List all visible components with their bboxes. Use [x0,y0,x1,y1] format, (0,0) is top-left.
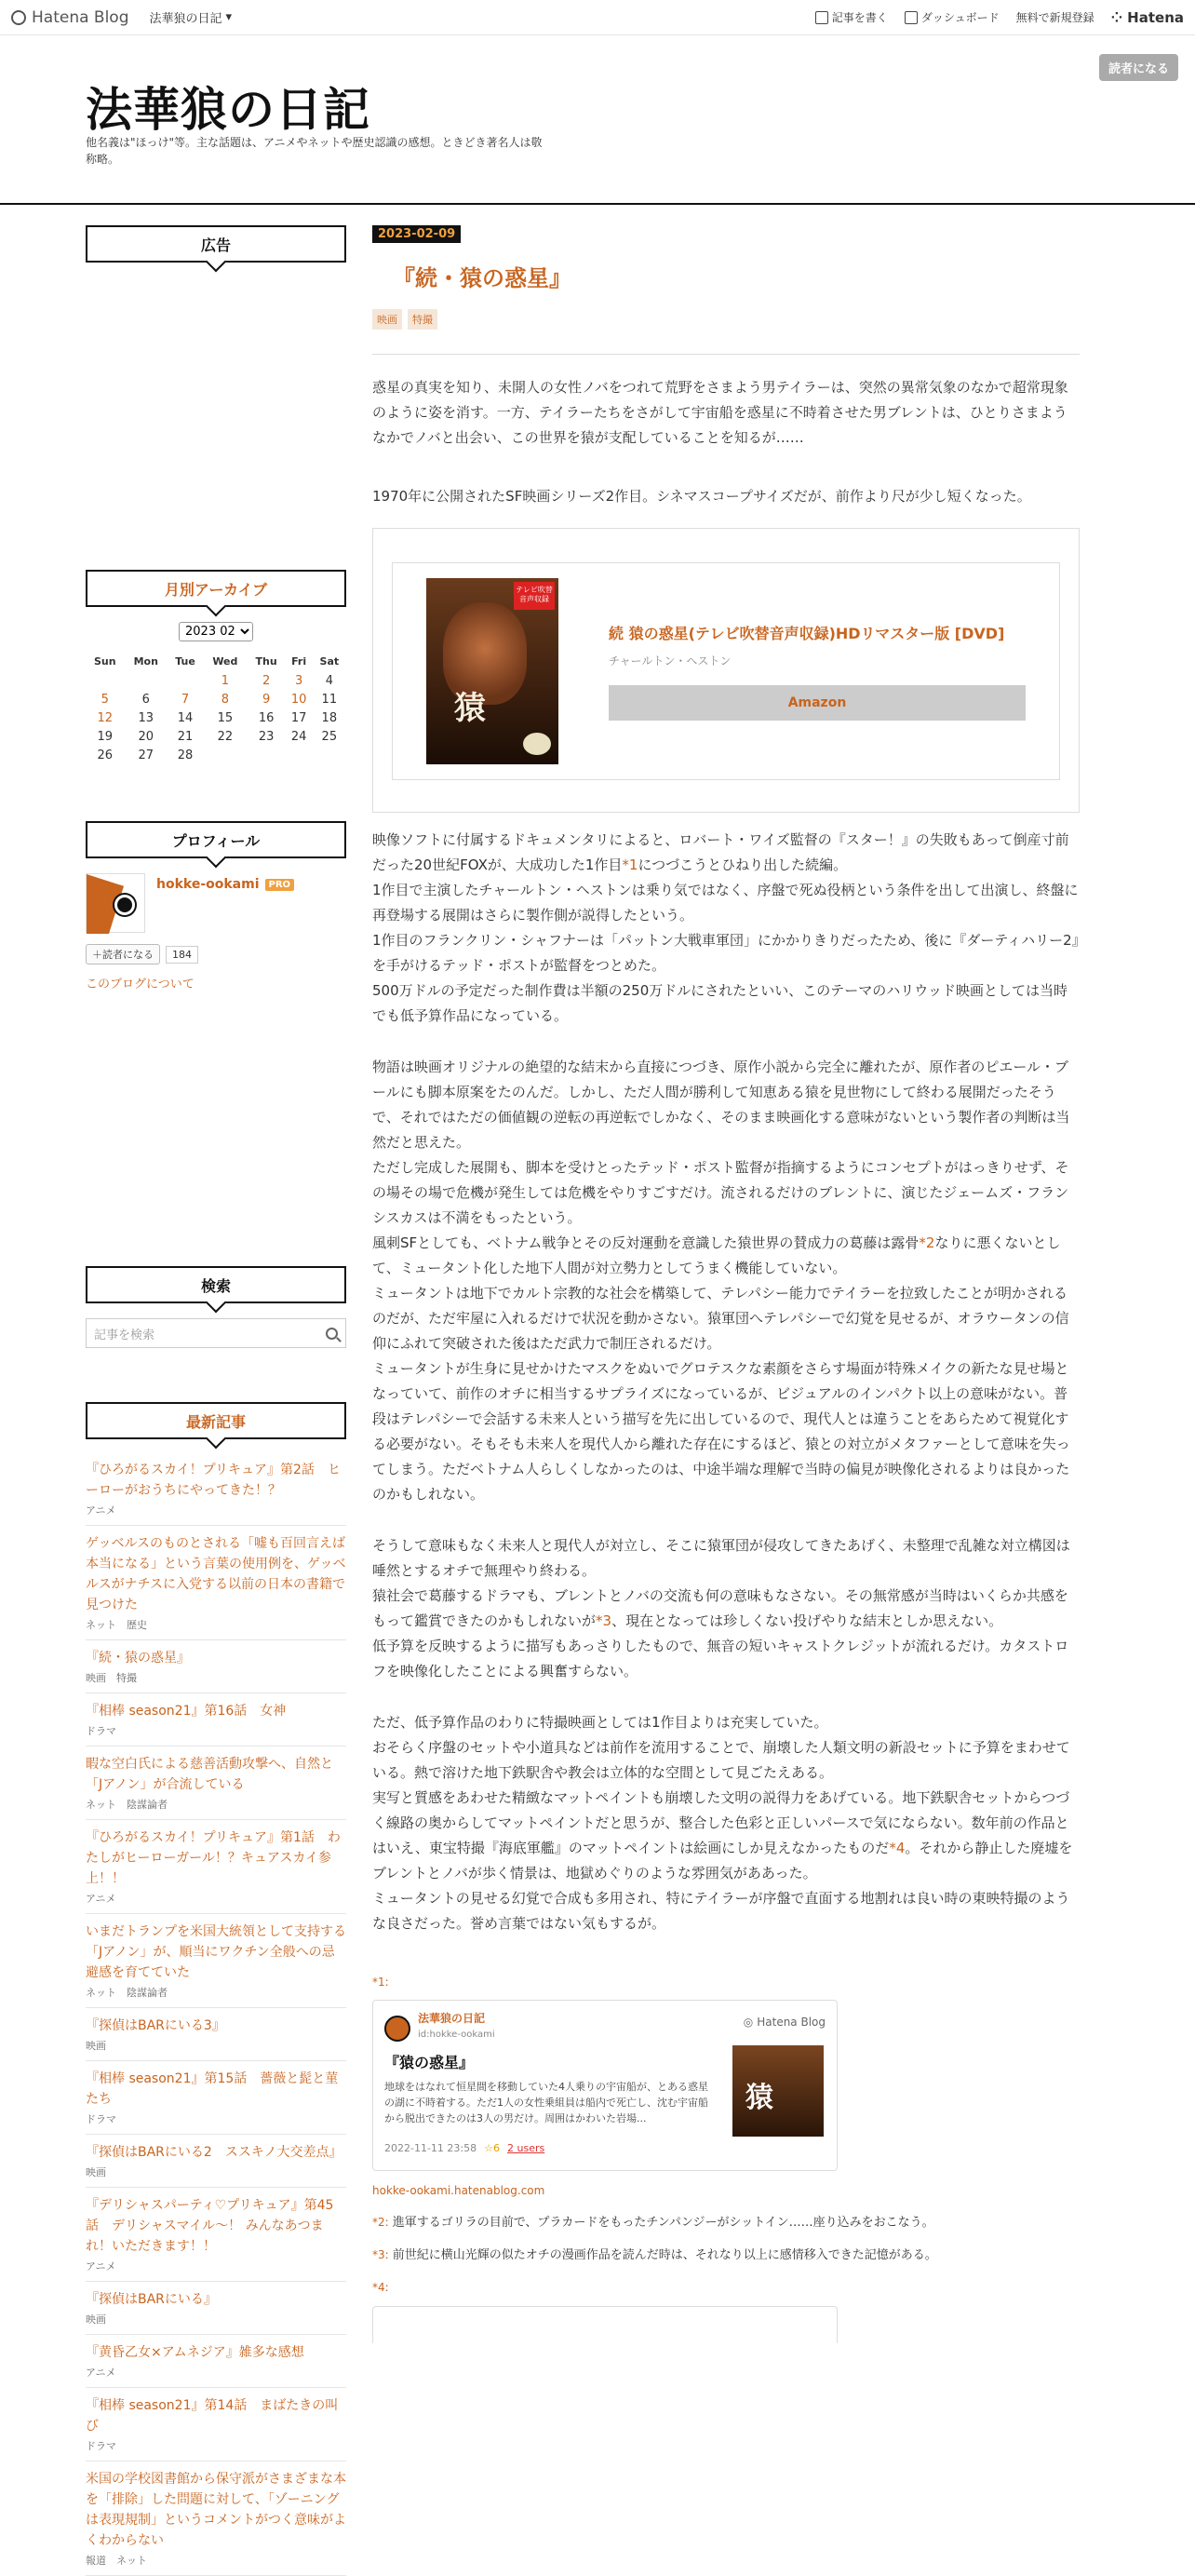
amazon-button[interactable]: Amazon [609,685,1026,721]
blog-card-blog-name[interactable]: 法華狼の日記 [418,2012,486,2025]
paragraph-text: につづこうとひねり出した続編。 [638,856,848,873]
subscriber-count: 184 [166,946,198,964]
calendar-day: 11 [321,692,338,707]
entry-categories [372,309,1080,330]
dvd-cover-title: 猿 [454,690,488,727]
recent-entry-categories[interactable]: アニメ [86,2367,116,2379]
profile-body [86,873,346,933]
recent-entry-link[interactable]: 『デリシャスパーティ♡プリキュア』第45話 デリシャスマイル～！ みんなあつまれ！いただきます！！ [86,2198,334,2254]
blog-selector-label: 法華狼の日記 [149,12,222,26]
paragraph-line [372,1155,1080,1231]
archive-calendar [86,651,346,764]
footnote-2-text: 進軍するゴリラの目前で、プラカードをもったチンパンジーがシットイン……座り込みをおこなう。 [392,2216,934,2230]
entry-synopsis: 惑星の真実を知り、未開人の女性ノバをつれて荒野をさまよう男テイラーは、突然の異常気象のなかで超常現象のように姿を消す。一方、テイラーたちをさがして宇宙船を惑星に不時着させた男ブレントは、ひとりさまようなかでノバと出会い、この世界を猿が支配していることを知るが…… [372,379,1068,446]
paragraph-text: ただし完成した展開も、脚本を受けとったテッド・ポスト監督が指摘するようにコンセプトがはっきりせず、その場その場で危機が発生しては危機をやりすごすだけ。流されるだけのブレントに、演じたジェームズ・フランシスカスは不満をもったという。 [372,1159,1069,1226]
calendar-day: 20 [138,729,154,744]
footnotes [372,1972,1080,2343]
calendar-day [125,671,168,690]
recent-entry-categories[interactable]: アニメ [86,1504,116,1517]
archive-module [86,570,346,764]
recent-entry-categories[interactable]: アニメ [86,2260,116,2273]
paragraph-text: 実写と質感をあわせた精緻なマットペイントも崩壊した文明の説得力をあげている。地下鉄駅舎セットからつづく線路の奥からしてマットペイントだと思うが、整合した色彩と正しいパースで気にならない。数年前の作品とはいえ、東宝特撮『海底軍艦』のマットペイントは絵画にしか見えなかったものだ [372,1789,1070,1856]
entry-paragraph-background [372,828,1080,1029]
paragraph-line [372,1533,1080,1584]
hatena-topbar [0,0,1195,35]
paragraph-text: 低予算を反映するように描写もあっさりしたもので、無音の短いキャストクレジットが流れるだけ。カタストロフを映像化したことによる興奮すらない。 [372,1638,1069,1679]
blog-card-embed[interactable] [372,2000,838,2171]
footnote-4-label[interactable]: *4: [372,2281,389,2294]
blog-card-title[interactable]: 『猿の惑星』 [384,2054,475,2071]
footnote-3-label[interactable]: *3: [372,2248,389,2261]
search-module-title: 検索 [86,1266,346,1303]
paragraph-text: 1作目で主演したチャールトン・ヘストンは乗り気ではなく、序盤で死ぬ役柄という条件を出して出演し、終盤に再登場する展開はさらに製作側が説得したという。 [372,882,1079,924]
paragraph-text: 風刺SFとしても、ベトナム戦争とその反対運動を意識した猿世界の賛成力の葛藤は露骨 [372,1234,920,1251]
footnote-ref[interactable]: *1 [622,856,638,873]
footnote-2 [372,2212,1080,2233]
paragraph-line [372,928,1080,978]
recent-entry-link[interactable]: 『ひろがるスカイ！プリキュア』第2話 ヒーローがおうちにやってきた！？ [86,1463,341,1498]
footnote-1-label[interactable]: *1: [372,1976,389,1989]
plus-icon: ＋ [92,949,102,961]
calendar-day [86,671,125,690]
category-movie[interactable]: 映画 [372,309,402,330]
paragraph-text: 、現在となっては珍しくない投げやりな結末としか思えない。 [611,1612,1003,1629]
calendar-day: 14 [177,710,194,725]
list-item [86,2388,346,2461]
recent-entry-categories[interactable]: 映画 [86,2313,106,2326]
blog-card-thumbnail[interactable] [732,2045,824,2137]
calendar-day: 13 [138,710,154,725]
calendar-weekday: Fri [291,654,307,668]
profile-module [86,821,346,991]
search-icon[interactable] [326,1328,338,1340]
dvd-cover-badge: テレビ吹替音声収録 [514,582,555,610]
calendar-day [313,746,346,764]
topbar-actions [815,9,1184,26]
divider [372,354,1080,355]
list-item [86,2188,346,2282]
footnote-ref[interactable]: *3 [596,1612,612,1629]
amazon-info [609,622,1026,721]
entry-intro: 1970年に公開されたSF映画シリーズ2作目。シネマスコープサイズだが、前作より尺が少し短くなった。 [372,488,1031,505]
calendar-day: 17 [290,710,307,725]
profile-subscribe-button[interactable] [86,944,160,964]
footnote-ref[interactable]: *4 [889,1840,906,1856]
recent-entry-categories[interactable]: 映画 特撮 [86,1672,137,1684]
recent-entry-link[interactable]: 『相棒 season21』第15話 薔薇と髭と菫たち [86,2071,339,2107]
footnote-2-label[interactable]: *2: [372,2216,389,2229]
footnote-3 [372,2245,1080,2266]
paragraph-line [372,1786,1080,1886]
paragraph-line [372,1710,1080,1735]
search-input[interactable] [86,1318,346,1348]
recent-entry-link[interactable]: 『探偵はBARにいる2 ススキノ大交差点』 [86,2145,342,2160]
write-entry-label: 記事を書く [831,11,888,24]
calendar-day[interactable]: 8 [221,692,229,707]
calendar-day: 25 [321,729,338,744]
paragraph-line [372,1634,1080,1684]
calendar-weekday: Tue [175,654,195,668]
recent-entry-categories[interactable]: ネット 陰謀論者 [86,1799,168,1811]
profile-name-row [156,877,294,892]
category-tokusatsu[interactable]: 特撮 [408,309,437,330]
paragraph-text: 1作目のフランクリン・シャフナーは「パットン大戦車軍団」にかかりきりだったため、後に『ダーティハリー2』を手がけるテッド・ポストが監督をつとめた。 [372,932,1080,974]
signup-link[interactable]: 無料で新規登録 [1015,11,1094,24]
recent-entry-categories[interactable]: ネット 歴史 [86,1619,147,1631]
calendar-day: 21 [177,729,194,744]
blog-card-embed-2[interactable] [372,2306,838,2343]
calendar-day[interactable]: 10 [290,692,307,707]
list-item [86,1914,346,2008]
calendar-weekday: Thu [255,654,277,668]
profile-name[interactable]: hokke-ookami [156,877,260,892]
paragraph-text: そうして意味もなく未来人と現代人が対立し、そこに猿軍団が侵攻してきたあげく、未整理で乱雑な対立構図は唾然とするオチで無理やり終わる。 [372,1537,1070,1579]
calendar-day [168,671,203,690]
hatena-blog-icon: ◎ [743,2016,754,2029]
calendar-weekday: Sun [93,654,116,668]
entry-paragraph-ending [372,1533,1080,1684]
hatena-dots-icon: ⁘ [1110,8,1123,26]
hatena-menu[interactable] [1111,9,1184,26]
list-item [86,1693,346,1747]
paragraph-line [372,878,1080,928]
profile-module-title: プロフィール [86,821,346,858]
calendar-day [203,746,248,764]
paragraph-text: 映像ソフトに付属するドキュメンタリによると、ロバート・ワイズ監督の『スター！』の失敗もあって倒産寸前だった20世紀FOXが、大成功した1作目 [372,831,1069,873]
blog-description: 他名義は"ほっけ"等。主な話題は、アニメやネットや歴史認識の感想。ときどき著名人は敬称略。 [86,136,543,166]
entry-paragraph-effects [372,1710,1080,1936]
calendar-day: 27 [138,748,154,762]
amazon-card [392,562,1060,780]
search-module [86,1266,346,1348]
recent-entry-link[interactable]: 『相棒 season21』第14話 まばたきの叫び [86,2398,339,2434]
list-item [86,2335,346,2388]
calendar-day: 6 [141,692,150,707]
calendar-weekday: Wed [212,654,238,668]
amazon-product-title[interactable]: 続 猿の惑星(テレビ吹替音声収録)HDリマスター版 [DVD] [609,625,1005,642]
calendar-day: 22 [217,729,234,744]
paragraph-text: ミュータントが生身に見せかけたマスクをぬいでグロテスクな素顔をさらす場面が特殊メイクの新たな見せ場となっていて、前作のオチに相当するサプライズになっているが、ビジュアルのインパクト以上の意味がない。普段はテレパシーで会話する未来人という描写を先に出しているので、現代人とは違うことをあらためて視覚化する必要がない。そもそも未来人を現代人から離れた存在にするほど、猿との対立がメタファーとして意味を失ってしまう。ただベトナム人らしくしなかったのは、中途半端な理解で当時の偏見が映像化されるよりは良かったのかもしれない。 [372,1360,1070,1503]
calendar-day[interactable]: 7 [181,692,190,707]
blog-card-timestamp: 2022-11-11 23:58 [384,2142,477,2154]
profile-subscribe-label: 読者になる [102,949,154,961]
paragraph-line [372,1055,1080,1155]
paragraph-text: ミュータントは地下でカルト宗教的な社会を構築して、テレパシー能力でテイラーを拉致したことが明かされるのだが、ただ牢屋に入れるだけで状況を動かさない。猿軍団へテレパシーで幻覚を見せるが、オラウータンの信仰にふれて突破された後はただ武力で制圧されるだけ。 [372,1285,1069,1352]
recent-entry-categories[interactable]: ドラマ [86,2440,116,2452]
blog-card-footer [384,2138,544,2159]
recent-entry-link[interactable]: 米国の学校図書館から保守派がさまざまな本を「排除」した問題に対して、「ゾーニングは表現規制」というコメントがつく意味がよくわからない [86,2472,346,2548]
ad-module-title: 広告 [86,225,346,263]
entry-paragraph-story [372,1055,1080,1507]
recent-entry-link[interactable]: 『続・猿の惑星』 [86,1651,190,1666]
calendar-day: 4 [325,673,333,688]
recent-entries-module [86,1402,346,2576]
paragraph-text: 物語は映画オリジナルの絶望的な結末から直接につづき、原作小説から完全に離れたが、原作者のピエール・ブールにも脚本原案をたのんだ。しかし、ただ人間が勝利して知恵ある猿を見世物にして終わる展開だったそうで、それではただの価値観の逆転の再逆転でしかなく、そのまま映画化する意味がないという製作者の判断は当然だと思えた。 [372,1059,1070,1151]
calendar-weekday: Mon [133,654,158,668]
list-item [86,2282,346,2335]
paragraph-line [372,1231,1080,1281]
blog-card-avatar [384,2016,410,2042]
paragraph-line [372,1584,1080,1634]
dvd-cover-image[interactable] [426,578,558,764]
search-placeholder: 記事を検索 [94,1328,155,1342]
calendar-day[interactable]: 3 [294,673,303,688]
list-item [86,1452,346,1526]
blog-selector[interactable] [150,8,233,26]
recent-entry-link[interactable]: 『探偵はBARにいる3』 [86,2018,225,2033]
recent-entries-title: 最新記事 [86,1402,346,1439]
about-blog-link[interactable]: このブログについて [86,978,195,991]
list-item [86,1526,346,1640]
recent-entry-link[interactable]: いまだトランプを米国大統領として支持する「Jアノン」が、順当にワクチン全般への忌避感を育てていた [86,1924,346,1980]
paragraph-line [372,1886,1080,1936]
blog-card-service [744,2012,826,2032]
list-item [86,2061,346,2135]
recent-entry-link[interactable]: 『探偵はBARにいる』 [86,2292,217,2307]
recent-entry-link[interactable]: 『黄昏乙女×アムネジア』雑多な感想 [86,2345,304,2360]
paragraph-text: 。それから静止した廃墟をブレントとノバが歩く情景は、地獄めぐりのような雰囲気がああった。 [372,1840,1073,1881]
chevron-down-icon: ▾ [225,10,233,24]
paragraph-line [372,978,1080,1029]
paragraph-text: おそらく序盤のセットや小道具などは前作を流用することで、崩壊した人類文明の新設セットに予算をまわせている。熱で溶けた地下鉄駅舎や教会は立体的な空間として見ごたえある。 [372,1739,1070,1781]
recent-entry-categories[interactable]: ネット 陰謀論者 [86,1987,168,1999]
paragraph-line [372,828,1080,878]
blog-card-thumbnail-text: 猿 [745,2082,773,2114]
ad-module [86,225,346,263]
blog-card-service-label: Hatena Blog [757,2016,826,2029]
profile-actions [86,944,346,964]
list-item [86,1640,346,1693]
dashboard-link[interactable] [905,9,1000,25]
pro-badge: PRO [265,879,295,891]
hatena-blog-logo-text: Hatena Blog [32,7,129,27]
hatena-blog-logo[interactable] [11,8,129,27]
dashboard-label: ダッシュボード [920,11,1000,24]
footnote-ref[interactable]: *2 [919,1234,935,1251]
amazon-actor: チャールトン・ヘストン [609,654,732,668]
list-item [86,1747,346,1820]
write-entry-link[interactable] [815,9,888,25]
calendar-day: 26 [97,748,114,762]
calendar-weekday: Sat [319,654,340,668]
recent-entry-link[interactable]: 『ひろがるスカイ！プリキュア』第1話 わたしがヒーローガール！？キュアスカイ参上！！ [86,1830,341,1886]
entry [372,223,1080,2343]
calendar-day[interactable]: 9 [262,692,271,707]
paragraph-text: なりに悪くないとして、ミュータント化した地下人間が対立勢力としてうまく機能していない。 [372,1234,1061,1276]
calendar-day[interactable]: 5 [101,692,109,707]
paragraph-text: 猿社会で葛藤するドラマも、ブレントとノバの交流も何の意味もなさない。その無常感が当時はいくらか共感をもって鑑賞できたのかもしれないが [372,1587,1068,1629]
recent-entry-categories[interactable]: アニメ [86,1893,116,1905]
calendar-day[interactable]: 2 [262,673,271,688]
paragraph-text: ミュータントの見せる幻覚で合成も多用され、特にテイラーが序盤で直面する地割れは良い時の東映特撮のような良さだった。誉め言葉ではない気もするが。 [372,1890,1070,1932]
hatena-brand: Hatena [1127,8,1184,26]
calendar-day: 28 [177,748,194,762]
paragraph-line [372,1356,1080,1507]
blog-title[interactable]: 法華狼の日記 [86,83,370,137]
paragraph-text: 500万ドルの予定だった制作費は半額の250万ドルにされたといい、このテーマのハリウッド映画としては当時でも低予算作品になっている。 [372,982,1067,1024]
calendar-day: 18 [321,710,338,725]
recent-entry-categories[interactable]: 映画 [86,2166,106,2178]
recent-entry-link[interactable]: ゲッベルスのものとされる「嘘も百回言えば本当になる」という言葉の使用例を、ゲッベルスがナチスに入党する以前の日本の書籍で見つけた [86,1536,346,1612]
calendar-day: 23 [258,729,275,744]
blog-card-stars: ☆6 [484,2142,500,2154]
subscribe-button[interactable]: 読者になる [1099,54,1178,81]
recent-entry-categories[interactable]: 報道 ネット [86,2555,147,2567]
list-item [86,2135,346,2188]
blog-header [0,35,1195,205]
hatena-logo-icon [11,10,26,25]
calendar-day [286,746,313,764]
calendar-day [248,746,286,764]
recent-entry-categories[interactable]: ドラマ [86,1725,116,1737]
paragraph-text: ただ、低予算作品のわりに特撮映画としては1作目よりは充実していた。 [372,1714,828,1731]
amazon-embed [372,528,1080,813]
calendar-day: 16 [258,710,275,725]
calendar-day: 24 [290,729,307,744]
blog-card-description: 地球をはなれて恒星間を移動していた4人乗りの宇宙船が、とある惑星の湖に不時着する。ただ1人の女性乗組員は船内で死亡し、沈む宇宙船から脱出できたのは3人の男だけ。周囲はかわいた岩場... [384,2081,708,2124]
paragraph-line [372,1735,1080,1786]
recent-entry-link[interactable]: 『相棒 season21』第16話 女神 [86,1704,287,1719]
calendar-day[interactable]: 1 [221,673,229,688]
list-item [86,2008,346,2061]
list-item [86,1820,346,1914]
recent-entry-categories[interactable]: ドラマ [86,2113,116,2125]
recent-entry-categories[interactable]: 映画 [86,2040,106,2052]
blog-card-users[interactable]: 2 users [507,2142,545,2154]
blog-card-url[interactable]: hokke-ookami.hatenablog.com [372,2184,545,2197]
entry-title[interactable]: 『続・猿の惑星』 [393,265,571,291]
recent-entries-list [86,1452,346,2576]
list-item [86,2461,346,2576]
calendar-day[interactable]: 12 [97,710,114,725]
dashboard-icon [905,11,918,24]
footnote-4 [372,2277,1080,2299]
avatar[interactable] [86,873,145,933]
footnote-3-text: 前世紀に横山光輝の似たオチの漫画作品を読んだ時は、それなり以上に感情移入できた記憶がある。 [392,2248,937,2262]
recent-entry-link[interactable]: 暇な空白氏による慈善活動攻撃へ、自然と「Jアノン」が合流している [86,1757,333,1792]
pencil-icon [815,11,828,24]
archive-month-select[interactable] [179,622,253,641]
calendar-day: 19 [97,729,114,744]
calendar-day: 15 [217,710,234,725]
blog-card-blog-id: id:hokke-ookami [418,2030,495,2040]
paragraph-line [372,1281,1080,1356]
entry-date[interactable]: 2023-02-09 [372,225,461,243]
archive-module-title: 月別アーカイブ [86,570,346,607]
